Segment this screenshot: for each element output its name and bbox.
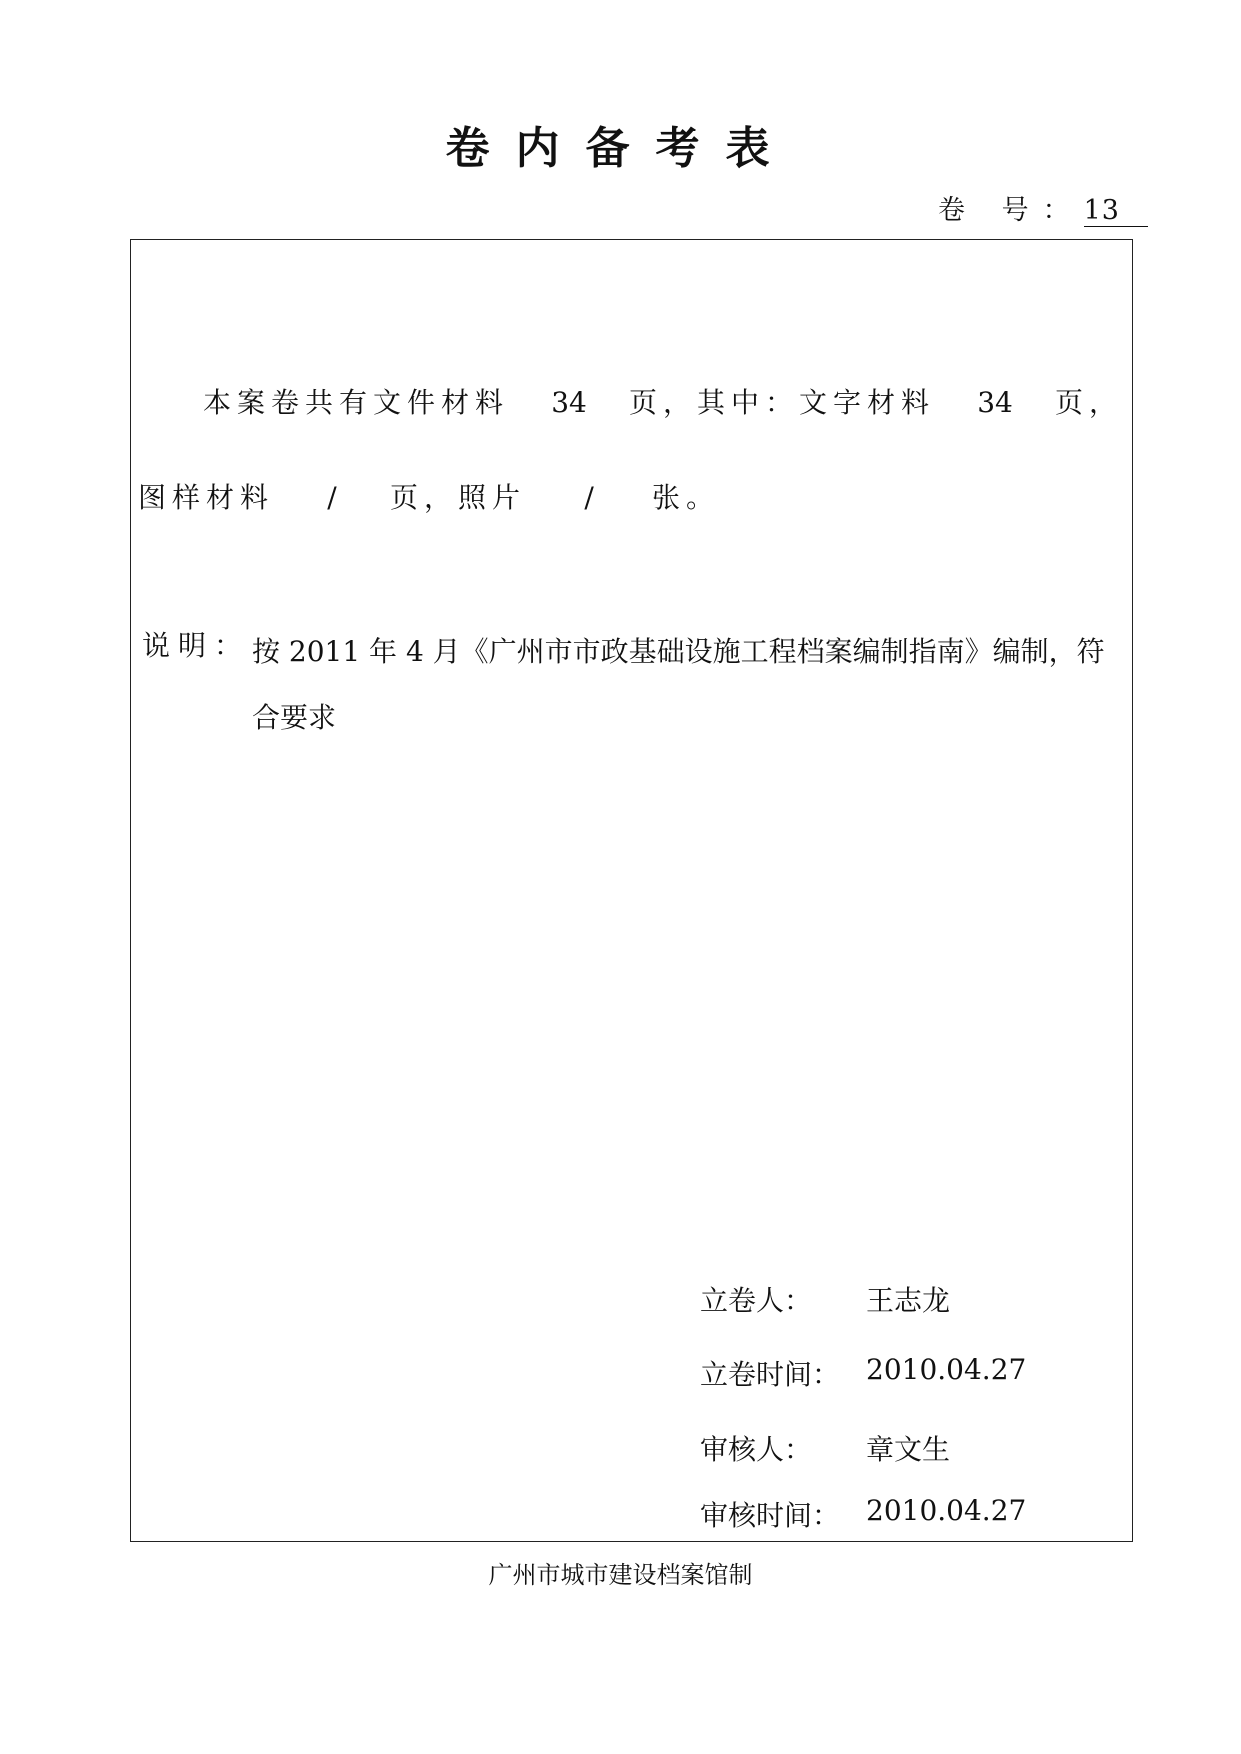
compiler-name: 王志龙 xyxy=(866,1284,951,1317)
drawing-pages: / xyxy=(327,481,337,514)
text-pages: 34 xyxy=(977,386,1013,419)
statement-part2: 页，其中：文字材料 xyxy=(629,386,936,419)
remarks-frame xyxy=(130,239,1133,1542)
statement-part3: 页， xyxy=(1055,386,1124,419)
statement-line-2 xyxy=(138,476,720,516)
statement-part1: 本案卷共有文件材料 xyxy=(203,386,510,419)
photo-count: / xyxy=(584,481,594,514)
statement-part5: 页，照片 xyxy=(390,481,527,514)
statement-part4: 图样材料 xyxy=(138,481,275,514)
review-time: 2010.04.27 xyxy=(866,1494,1027,1527)
total-pages: 34 xyxy=(551,386,587,419)
statement-part6: 张。 xyxy=(652,481,721,514)
note-text: 按 2011 年 4 月《广州市市政基础设施工程档案编制指南》编制，符合要求 xyxy=(252,635,1105,734)
compiler-label: 立卷人： xyxy=(700,1284,813,1317)
reviewer-label: 审核人： xyxy=(700,1433,813,1466)
reviewer-name: 章文生 xyxy=(866,1433,951,1466)
compile-time-label: 立卷时间： xyxy=(700,1358,841,1391)
page-title: 卷内备考表 xyxy=(445,123,796,174)
note-label: 说明： xyxy=(142,629,251,662)
volume-label: 卷 号： xyxy=(938,195,1084,226)
review-time-label: 审核时间： xyxy=(700,1499,841,1532)
volume-number-row xyxy=(938,188,1148,227)
statement-line-1 xyxy=(203,381,1123,421)
footer-issuer: 广州市城市建设档案馆制 xyxy=(488,1561,753,1589)
compile-time: 2010.04.27 xyxy=(866,1353,1027,1386)
volume-number: 13 xyxy=(1084,196,1148,227)
